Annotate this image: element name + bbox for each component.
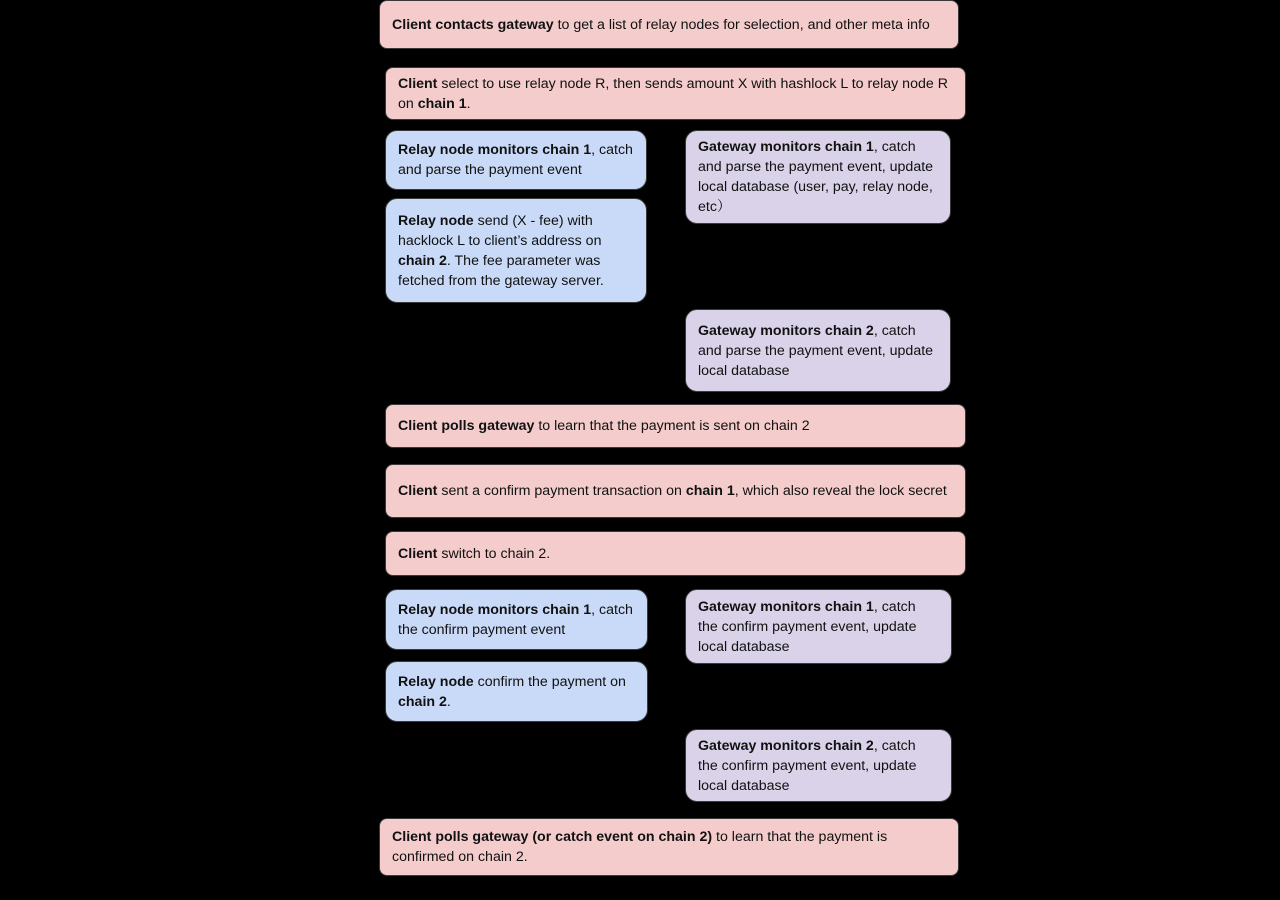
- step-client-sends-to-relay: [385, 67, 966, 120]
- step-text: Gateway monitors chain 2, catch and parse the payment event, update local database: [698, 322, 934, 379]
- step-text: Client polls gateway to learn that the payment is sent on chain 2: [398, 418, 810, 434]
- step-relay-monitors-confirm: [385, 589, 648, 650]
- step-text: Relay node confirm the payment on chain 2.: [398, 673, 626, 710]
- step-client-confirm-payment: [385, 464, 966, 518]
- step-client-polls-gateway: [385, 404, 966, 448]
- step-text: Gateway monitors chain 2, catch the confirm payment event, update local database: [698, 737, 917, 794]
- step-text: Client select to use relay node R, then sends amount X with hashlock L to relay node R on chain 1.: [398, 75, 948, 112]
- step-gateway-monitors-chain2: [685, 309, 951, 392]
- step-text: Client switch to chain 2.: [398, 545, 551, 562]
- step-gateway-monitors-confirm-chain1: [685, 589, 952, 664]
- step-gateway-monitors-confirm-chain2: [685, 729, 952, 802]
- step-relay-monitors-chain1: [385, 130, 647, 190]
- step-text: Client sent a confirm payment transaction on chain 1, which also reveal the lock secret: [398, 483, 947, 499]
- step-text: Relay node monitors chain 1, catch and parse the payment event: [398, 142, 633, 178]
- step-text: Gateway monitors chain 1, catch and parse the payment event, update local database (user, pay, relay node, etc）: [698, 139, 934, 215]
- step-gateway-monitors-chain1: [685, 130, 951, 224]
- step-text: Gateway monitors chain 1, catch the confirm payment event, update local database: [698, 598, 917, 655]
- step-relay-sends-on-chain2: [385, 198, 647, 303]
- step-text: Relay node monitors chain 1, catch the confirm payment event: [398, 601, 633, 638]
- step-client-switch-chain: [385, 531, 966, 576]
- step-client-contacts-gateway: [379, 0, 959, 49]
- step-text: Client polls gateway (or catch event on chain 2) to learn that the payment is confirmed on chain 2.: [392, 829, 888, 865]
- step-text: Client contacts gateway to get a list of relay nodes for selection, and other meta info: [392, 16, 930, 33]
- step-client-polls-confirmation: [379, 818, 959, 876]
- step-text: Relay node send (X - fee) with hacklock L to client’s address on chain 2. The fee parameter was fetched from the gateway server.: [398, 212, 604, 289]
- step-relay-confirm-chain2: [385, 661, 648, 722]
